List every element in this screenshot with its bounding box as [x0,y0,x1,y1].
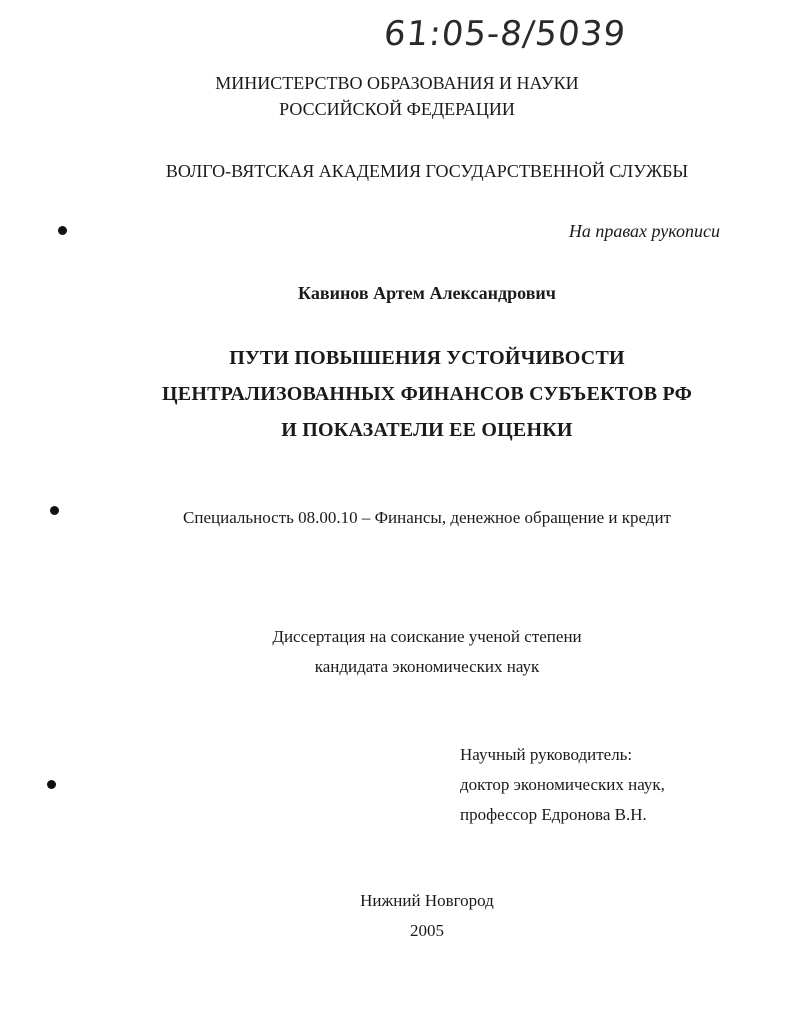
title-line-2: ЦЕНТРАЛИЗОВАННЫХ ФИНАНСОВ СУБЪЕКТОВ РФ [162,383,692,405]
binding-hole-mark-1 [58,226,67,235]
advisor-line-3: профессор Едронова В.Н. [460,805,647,824]
archive-stamp: 61:05-8/5039 [381,14,628,54]
scientific-advisor [460,740,665,830]
manuscript-note: На правах рукописи [568,221,720,241]
binding-hole-mark-2 [50,506,59,515]
ministry-line-1: МИНИСТЕРСТВО ОБРАЗОВАНИЯ И НАУКИ [215,73,579,93]
imprint [30,886,794,946]
degree-statement [30,622,794,682]
advisor-line-1: Научный руководитель: [460,745,633,764]
author-name: Кавинов Артем Александрович [298,283,556,303]
ministry-heading [0,70,794,122]
title-line-1: ПУТИ ПОВЫШЕНИЯ УСТОЙЧИВОСТИ [229,347,625,369]
title-line-3: И ПОКАЗАТЕЛИ ЕЕ ОЦЕНКИ [281,419,573,441]
dissertation-title [30,340,794,448]
degree-line-2: кандидата экономических наук [314,657,540,676]
binding-hole-mark-3 [47,780,56,789]
ministry-line-2: РОССИЙСКОЙ ФЕДЕРАЦИИ [279,99,515,119]
year: 2005 [410,921,444,940]
academy-heading: ВОЛГО-ВЯТСКАЯ АКАДЕМИЯ ГОСУДАРСТВЕННОЙ СЛУЖБЫ [165,161,689,181]
specialty: Специальность 08.00.10 – Финансы, денежное обращение и кредит [183,508,671,527]
degree-line-1: Диссертация на соискание ученой степени [272,627,582,646]
city: Нижний Новгород [360,891,494,910]
advisor-line-2: доктор экономических наук, [460,775,665,794]
